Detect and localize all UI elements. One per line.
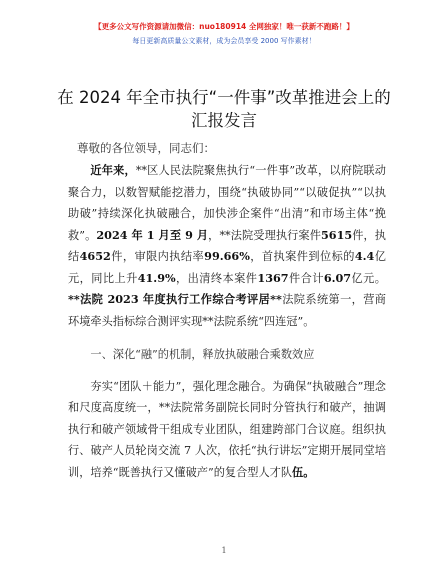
para1-text-c: 件，执结 xyxy=(68,228,386,263)
para1-n2: 4652 xyxy=(79,249,111,263)
para1-text-i: 亿元。 xyxy=(351,271,386,285)
page-number: 1 xyxy=(221,546,227,555)
para1-n6: 1367 xyxy=(257,270,289,285)
para1-n7: 6.07 xyxy=(323,270,352,285)
para1-n4: 4.4 xyxy=(354,249,375,263)
para1-text-e: ，首执案件到位标的 xyxy=(249,250,355,263)
document-body xyxy=(68,160,386,495)
document-title xyxy=(40,86,408,132)
para1-text-b: ，**法院受理执行案件 xyxy=(208,228,321,242)
promo-line-1: 【更多公文写作资源请加微信：nuo180914 全网独家！唯一获新不跑路！】 xyxy=(94,22,354,31)
title-line-2: 汇报发言 xyxy=(191,111,257,130)
paragraph-2 xyxy=(68,376,386,484)
para1-n5: 41.9% xyxy=(137,270,176,285)
para1-bold-tail: **法院 2023 年度执行工作综合考评居** xyxy=(68,292,282,306)
para1-text-f: 亿元，同比上升 xyxy=(68,250,386,285)
paragraph-1 xyxy=(68,160,386,332)
para1-n1: 5615 xyxy=(321,227,353,242)
para2-bold-tail: 伍。 xyxy=(292,464,315,479)
para2-text-a: 夯实“团队＋能力”，强化理念融合。为确保“执破融合”理念和尺度高度统一，**法院常务副院长同时分管执行和破产，抽调执行和破产领域骨干组成专业团队，组建跨部门合议庭。组织执行、破产人员轮岗交流 7 人次，依托“执行讲坛”定期开展同堂培训，培养“既善执行又懂破产”的复合型人才队 xyxy=(68,379,386,479)
para1-lead: 近年来， xyxy=(90,163,136,177)
para1-text-d: 件，审限内执结率 xyxy=(110,250,205,263)
para1-text-a: **区人民法院聚焦执行“一件事”改革，以府院联动聚合力，以数智赋能挖潜力，围绕“执破协同”“以破促执”“以执助破”持续深化执破融合，加快涉企案件“出清”和市场主体“挽救”。 xyxy=(68,164,386,242)
section-heading-1: 一、深化“融”的机制，释放执破融合乘数效应 xyxy=(90,348,315,361)
salutation: 尊敬的各位领导，同志们： xyxy=(77,141,215,155)
para1-n3: 99.66% xyxy=(204,249,250,263)
promo-line-2: 每日更新高质量公文素材，成为会员享受 2000 写作素材！ xyxy=(132,37,316,45)
para1-date: 2024 年 1 月至 9 月 xyxy=(96,227,209,242)
para1-text-h: 件合计 xyxy=(288,271,324,285)
para1-text-g: ，出清终本案件 xyxy=(175,271,258,285)
promo-banner xyxy=(0,20,448,48)
title-line-1: 在 2024 年全市执行“一件事”改革推进会上的 xyxy=(57,88,391,107)
para1-text-j: 法院系统第一，营商环境牵头指标综合测评实现**法院系统“四连冠”。 xyxy=(68,293,386,328)
